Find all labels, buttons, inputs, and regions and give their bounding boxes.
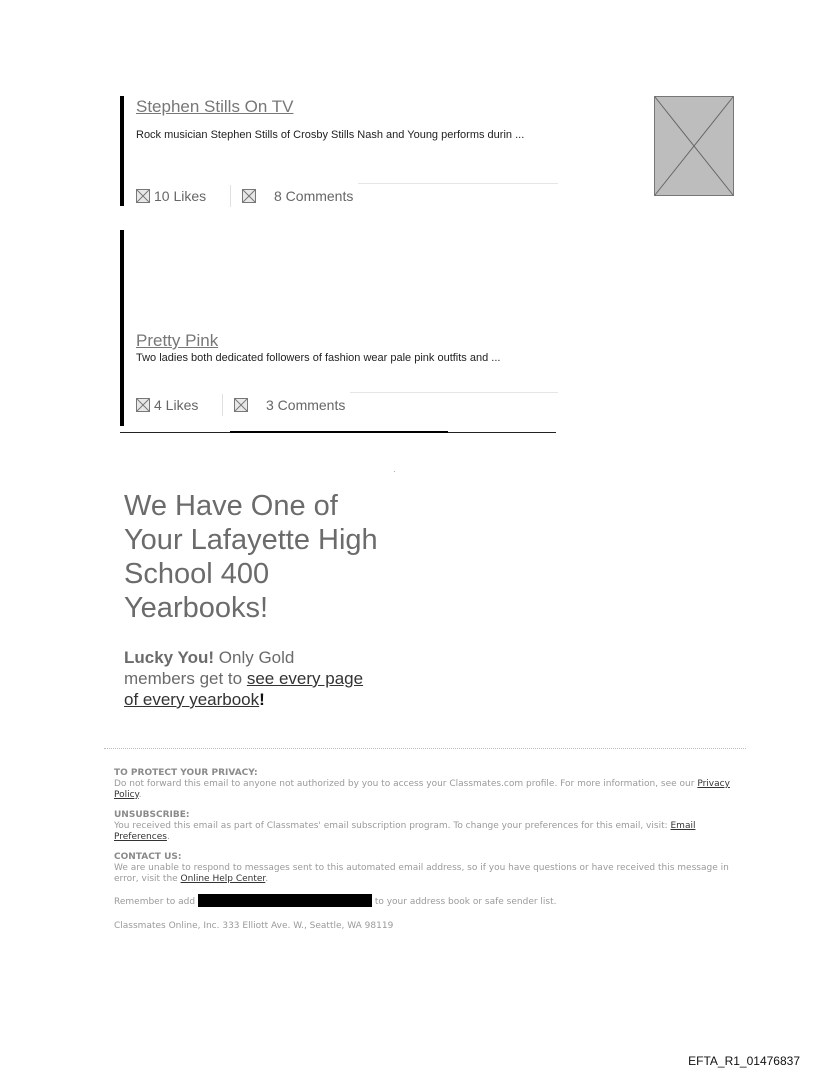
unsubscribe-heading: UNSUBSCRIBE: (114, 810, 190, 820)
likes-count: 10 Likes (154, 188, 207, 204)
privacy-text: Do not forward this email to anyone not authorized by you to access your Classmates.com profile. For more information, see our (114, 779, 698, 789)
promo-lead-text: Only Gold members get to (124, 648, 295, 688)
privacy-section (114, 768, 744, 801)
separator (230, 185, 231, 207)
broken-image-icon (136, 189, 150, 203)
remember-pre: Remember to add (114, 897, 198, 907)
safe-sender-note (114, 894, 744, 908)
divider (350, 392, 558, 393)
broken-image-icon (242, 189, 256, 203)
article-title-link[interactable]: Pretty Pink (136, 331, 219, 350)
unsubscribe-section (114, 810, 744, 843)
document-id: EFTA_R1_01476837 (688, 1054, 800, 1068)
spacer-pixel (394, 471, 395, 472)
article-stats (136, 395, 345, 415)
article-card (120, 230, 560, 426)
privacy-body (114, 779, 744, 801)
unsubscribe-body (114, 821, 744, 843)
email-preferences-link[interactable]: Email Preferences (114, 821, 696, 842)
separator (222, 394, 223, 416)
broken-image-icon (234, 398, 248, 412)
comments-link[interactable] (242, 188, 353, 204)
unsubscribe-text: You received this email as part of Classmates' email subscription program. To change your preferences for this email, visit: (114, 821, 671, 831)
likes-count: 4 Likes (154, 397, 199, 413)
privacy-policy-link[interactable]: Privacy Policy (114, 779, 730, 800)
promo-exclamation: ! (259, 690, 265, 709)
privacy-heading: TO PROTECT YOUR PRIVACY: (114, 768, 258, 778)
broken-image-icon (136, 398, 150, 412)
section-rule-accent (230, 431, 448, 433)
likes-link[interactable] (136, 188, 230, 204)
see-yearbooks-link[interactable]: see every page of every yearbook (124, 669, 364, 709)
promo-heading: We Have One of Your Lafayette High School 400 Yearbooks! (124, 490, 378, 624)
remember-post: to your address book or safe sender list. (371, 897, 557, 907)
article-card (120, 96, 560, 206)
email-footer (114, 768, 744, 932)
privacy-end: . (138, 790, 142, 800)
article-thumbnail-placeholder[interactable] (654, 96, 734, 196)
likes-link[interactable] (136, 397, 222, 413)
redacted-email-address (198, 894, 372, 907)
article-description: Rock musician Stephen Stills of Crosby Stills Nash and Young performs durin ... (136, 129, 525, 141)
contact-heading: CONTACT US: (114, 852, 182, 862)
promo-text (124, 647, 364, 710)
article-title-link[interactable]: Stephen Stills On TV (136, 97, 294, 116)
help-center-link[interactable]: Online Help Center (180, 874, 266, 884)
contact-end: . (265, 874, 269, 884)
comments-count: 8 Comments (274, 188, 354, 204)
divider (358, 183, 558, 184)
contact-text: We are unable to respond to messages sent to this automated email address, so if you have questions or have received this message in error, visit the (114, 863, 729, 884)
comments-link[interactable] (234, 397, 345, 413)
contact-section (114, 852, 744, 885)
article-stats (136, 186, 353, 206)
contact-body (114, 863, 744, 885)
unsubscribe-end: . (166, 832, 170, 842)
promo-lead-bold: Lucky You! (124, 648, 215, 667)
footer-divider (104, 748, 746, 749)
comments-count: 3 Comments (266, 397, 346, 413)
company-address: Classmates Online, Inc. 333 Elliott Ave. W., Seattle, WA 98119 (114, 921, 394, 931)
article-description: Two ladies both dedicated followers of fashion wear pale pink outfits and ... (136, 352, 501, 364)
